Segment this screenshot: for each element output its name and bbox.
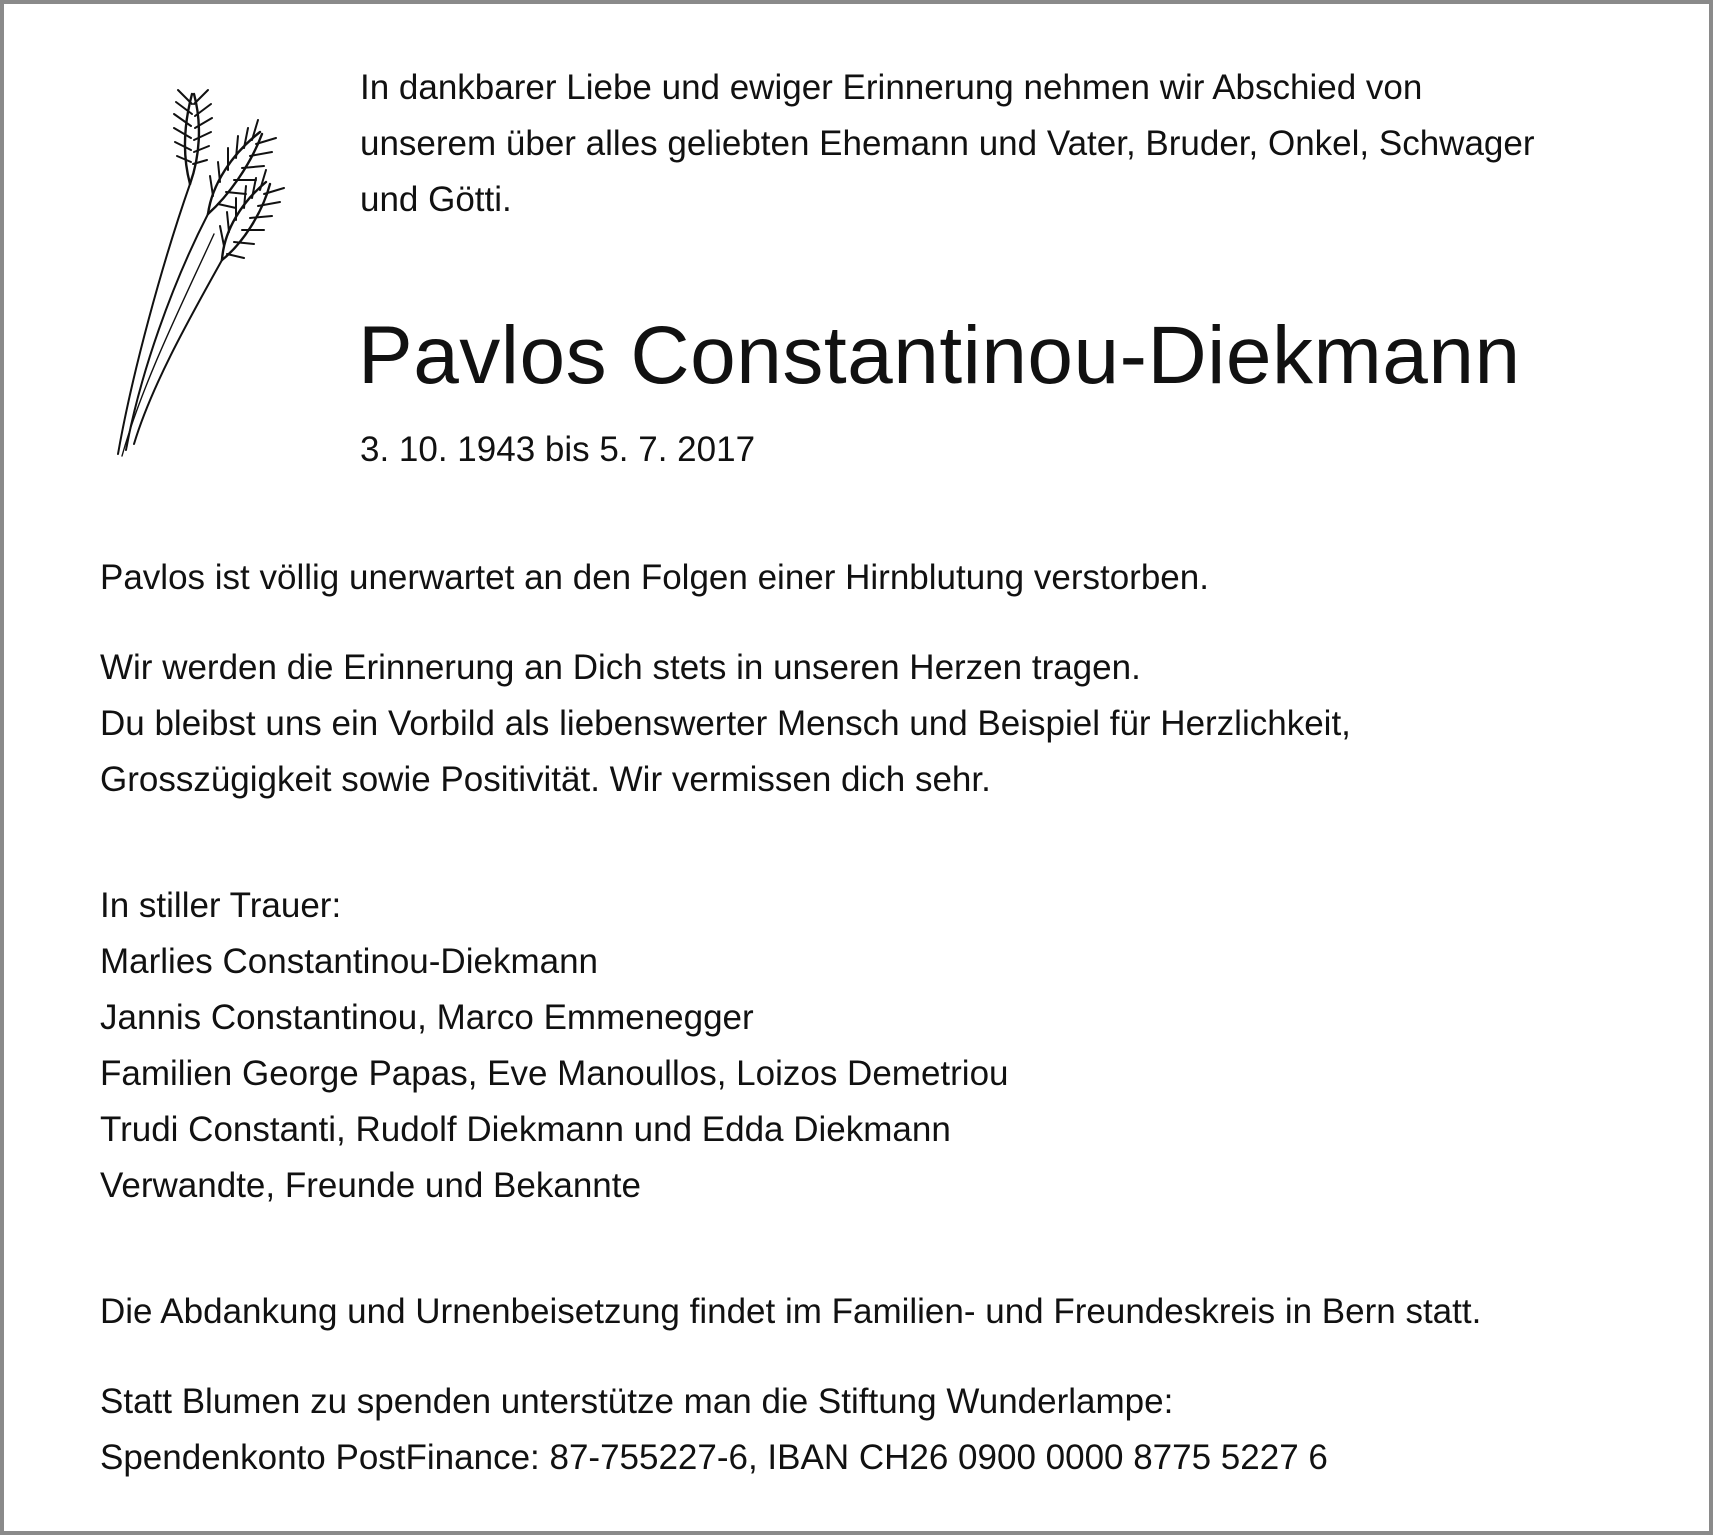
donation-account: Spendenkonto PostFinance: 87-755227-6, IBAN CH26 0900 0000 8775 5227 6	[100, 1438, 1328, 1477]
mourner-entry: Verwandte, Freunde und Bekannte	[100, 1166, 641, 1205]
ceremony-text: Die Abdankung und Urnenbeisetzung findet im Familien- und Freundeskreis in Bern statt.	[100, 1292, 1482, 1331]
mourner-entry: Trudi Constanti, Rudolf Diekmann und Edda Diekmann	[100, 1110, 951, 1149]
donation-line: Statt Blumen zu spenden unterstütze man die Stiftung Wunderlampe:	[100, 1382, 1174, 1421]
intro-line: unserem über alles geliebten Ehemann und Vater, Bruder, Onkel, Schwager	[360, 124, 1535, 163]
mourner-entry: Jannis Constantinou, Marco Emmenegger	[100, 998, 754, 1037]
mourners-heading: In stiller Trauer:	[100, 886, 342, 925]
life-dates: 3. 10. 1943 bis 5. 7. 2017	[360, 430, 756, 469]
memory-line: Grosszügigkeit sowie Positivität. Wir vermissen dich sehr.	[100, 760, 991, 799]
mourners-list	[100, 878, 1009, 1214]
mourner-entry: Marlies Constantinou-Diekmann	[100, 942, 598, 981]
memory-line: Wir werden die Erinnerung an Dich stets in unseren Herzen tragen.	[100, 648, 1141, 687]
deceased-name: Pavlos Constantinou-Diekmann	[358, 310, 1521, 401]
wheat-icon	[112, 84, 312, 474]
mourner-entry: Familien George Papas, Eve Manoullos, Loizos Demetriou	[100, 1054, 1009, 1093]
memory-line: Du bleibst uns ein Vorbild als liebenswerter Mensch und Beispiel für Herzlichkeit,	[100, 704, 1351, 743]
memory-text	[100, 640, 1351, 808]
intro-line: und Götti.	[360, 180, 512, 219]
intro-line: In dankbarer Liebe und ewiger Erinnerung nehmen wir Abschied von	[360, 68, 1423, 107]
donation-text	[100, 1374, 1328, 1486]
intro-text	[360, 60, 1535, 228]
cause-text: Pavlos ist völlig unerwartet an den Folgen einer Hirnblutung verstorben.	[100, 558, 1209, 597]
